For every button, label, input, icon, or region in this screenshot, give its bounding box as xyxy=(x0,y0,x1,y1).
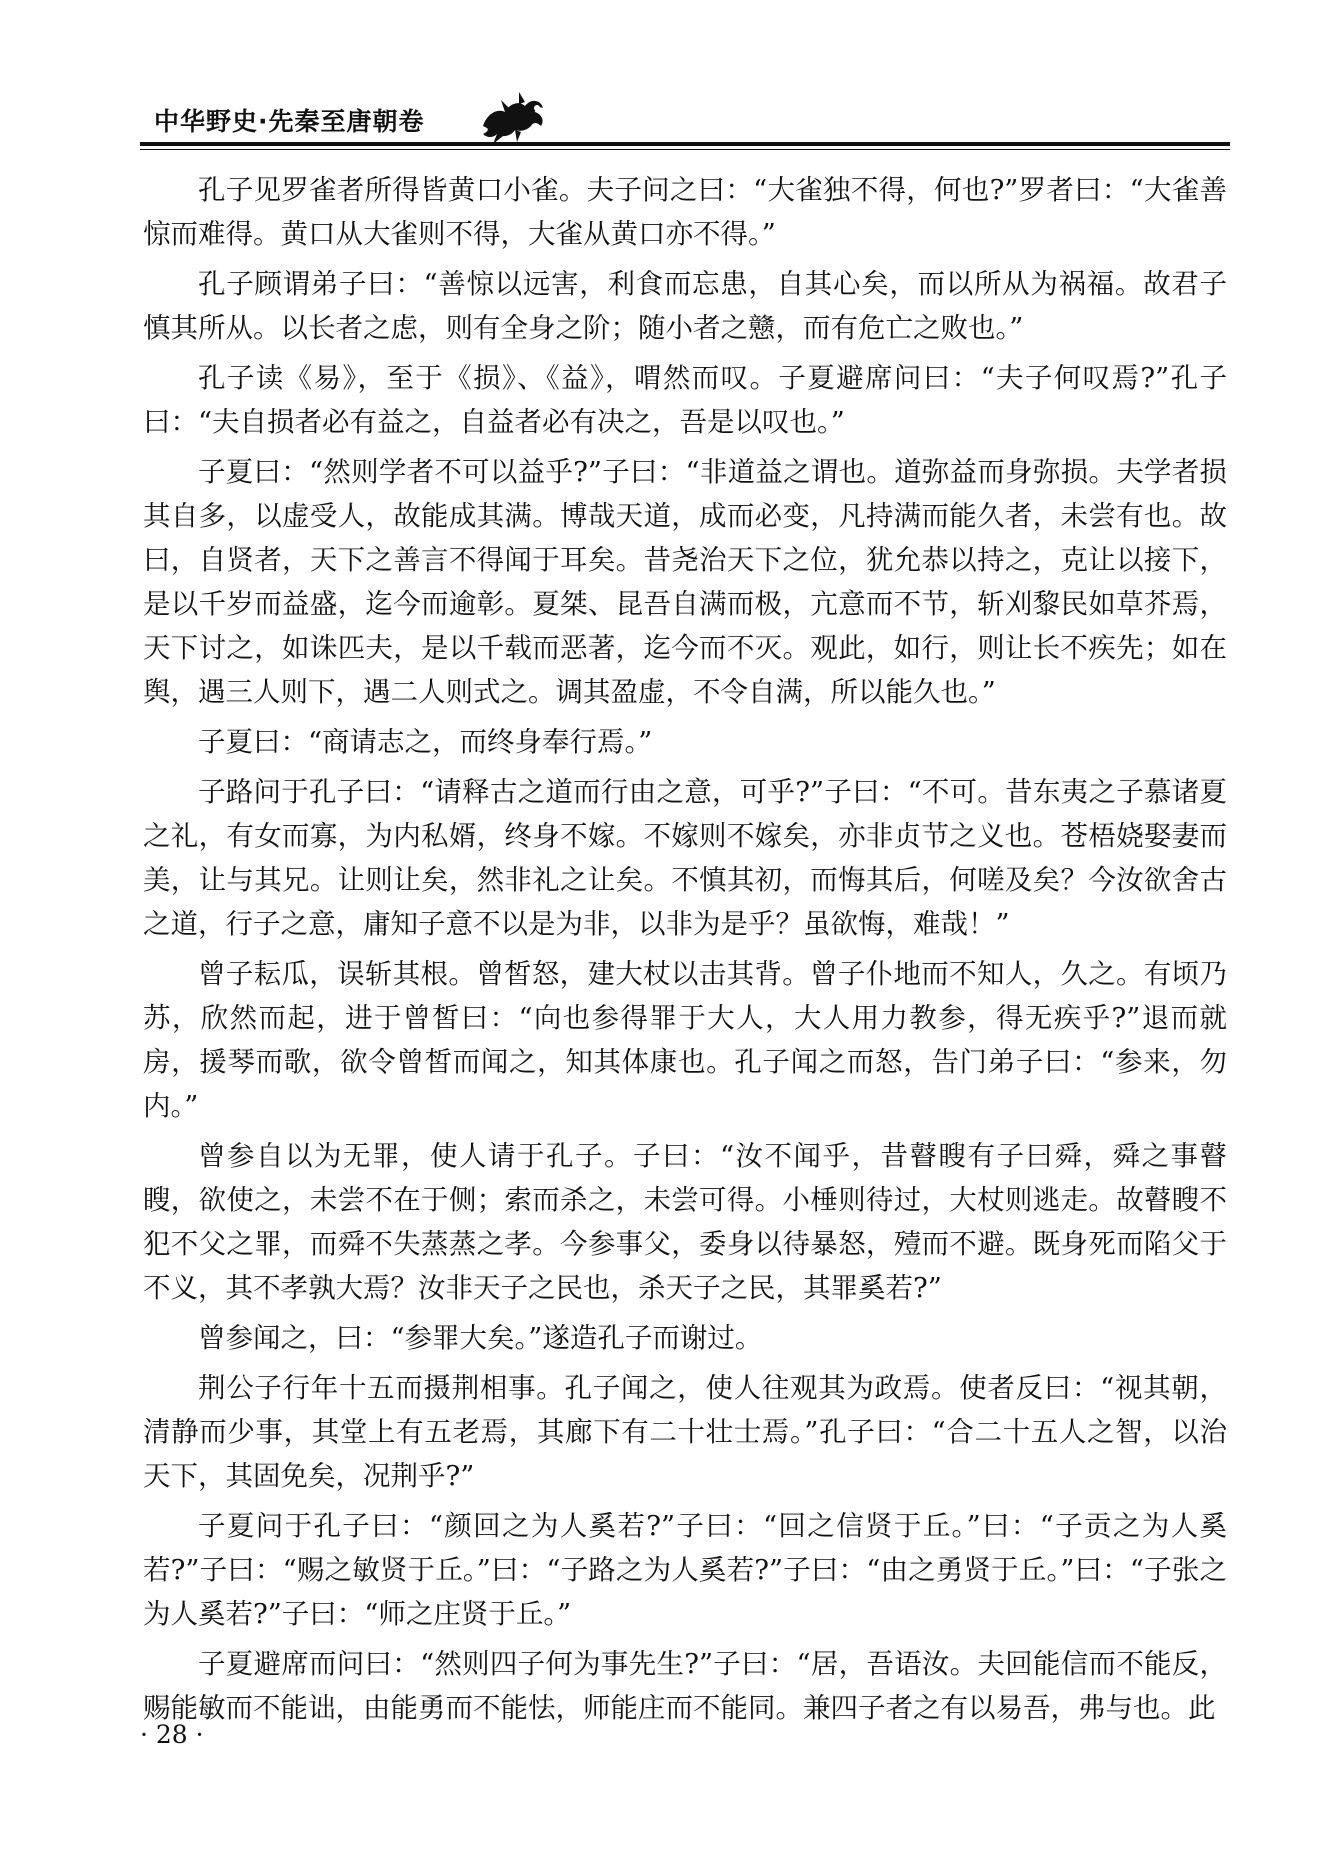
header-rule-thick xyxy=(140,142,1230,146)
paragraph: 曾参闻之，曰：“参罪大矣。”遂造孔子而谢过。 xyxy=(198,1322,763,1354)
header-rule-thin xyxy=(140,149,1230,150)
paragraph: 子夏曰：“然则学者不可以益乎?”子曰：“非道益之谓也。道弥益而身弥损。夫学者损其自多，以虚受人，故能成其满。博哉天道，成而必变，凡持满而能久者，未尝有也。故曰，自贤者，天下之善言不得闻于耳矣。昔尧治天下之位，犹允恭以持之，克让以接下，是以千岁而益盛，迄今而逾彰。夏桀、昆吾自满而极，亢意而不节，斩刈黎民如草芥焉，天下讨之，如诛匹夫，是以千载而恶著，迄今而不灭。观此，如行，则让长不疾先；如在舆，遇三人则下，遇二人则式之。调其盈虚，不令自满，所以能久也。” xyxy=(143,456,1227,708)
paragraph: 子夏问于孔子曰：“颜回之为人奚若?”子曰：“回之信贤于丘。”曰：“子贡之为人奚若?”子曰：“赐之敏贤于丘。”曰：“子路之为人奚若?”子曰：“由之勇贤于丘。”曰：“子张之为人奚若?”子曰：“师之庄贤于丘。” xyxy=(143,1510,1227,1630)
paragraph: 孔子读《易》，至于《损》、《益》，喟然而叹。子夏避席问曰：“夫子何叹焉?”孔子曰：“夫自损者必有益之，自益者必有决之，吾是以叹也。” xyxy=(143,362,1227,438)
paragraph: 子路问于孔子曰：“请释古之道而行由之意，可乎?”子曰：“不可。昔东夷之子慕诸夏之礼，有女而寡，为内私婿，终身不嫁。不嫁则不嫁矣，亦非贞节之义也。苍梧娆娶妻而美，让与其兄。让则让矣，然非礼之让矣。不慎其初，而悔其后，何嗟及矣？今汝欲舍古之道，行子之意，庸知子意不以是为非，以非为是乎？虽欲悔，难哉！” xyxy=(143,776,1227,940)
page-number: · 28 · xyxy=(140,1720,204,1749)
paragraph: 曾参自以为无罪，使人请于孔子。子曰：“汝不闻乎，昔瞽瞍有子曰舜，舜之事瞽瞍，欲使之，未尝不在于侧；索而杀之，未尝可得。小棰则待过，大杖则逃走。故瞽瞍不犯不父之罪，而舜不失蒸蒸之孝。今参事父，委身以待暴怒，殪而不避。既身死而陷父于不义，其不孝孰大焉？汝非天子之民也，杀天子之民，其罪奚若?” xyxy=(143,1140,1227,1304)
header-title: 中华野史·先秦至唐朝卷 xyxy=(154,107,425,136)
paragraph: 子夏曰：“商请志之，而终身奉行焉。” xyxy=(198,726,653,758)
paragraph: 孔子见罗雀者所得皆黄口小雀。夫子问之曰：“大雀独不得，何也?”罗者曰：“大雀善惊而难得。黄口从大雀则不得，大雀从黄口亦不得。” xyxy=(143,174,1227,250)
dragon-icon xyxy=(475,86,551,146)
running-header xyxy=(140,96,1230,146)
body-text xyxy=(143,168,1227,1736)
paragraph: 曾子耘瓜，误斩其根。曾皙怒，建大杖以击其背。曾子仆地而不知人，久之。有顷乃苏，欣然而起，进于曾皙曰：“向也参得罪于大人，大人用力教参，得无疾乎?”退而就房，援琴而歌，欲令曾皙而闻之，知其体康也。孔子闻之而怒，告门弟子曰：“参来，勿内。” xyxy=(143,958,1227,1122)
paragraph: 子夏避席而问曰：“然则四子何为事先生?”子曰：“居，吾语汝。夫回能信而不能反，赐能敏而不能诎，由能勇而不能怯，师能庄而不能同。兼四子者之有以易吾，弗与也。此 xyxy=(143,1648,1227,1724)
paragraph: 荆公子行年十五而摄荆相事。孔子闻之，使人往观其为政焉。使者反曰：“视其朝，清静而少事，其堂上有五老焉，其廊下有二十壮士焉。”孔子曰：“合二十五人之智，以治天下，其固免矣，况荆乎?” xyxy=(143,1372,1227,1492)
paragraph: 孔子顾谓弟子曰：“善惊以远害，利食而忘患，自其心矣，而以所从为祸福。故君子慎其所从。以长者之虑，则有全身之阶；随小者之戆，而有危亡之败也。” xyxy=(143,268,1227,344)
